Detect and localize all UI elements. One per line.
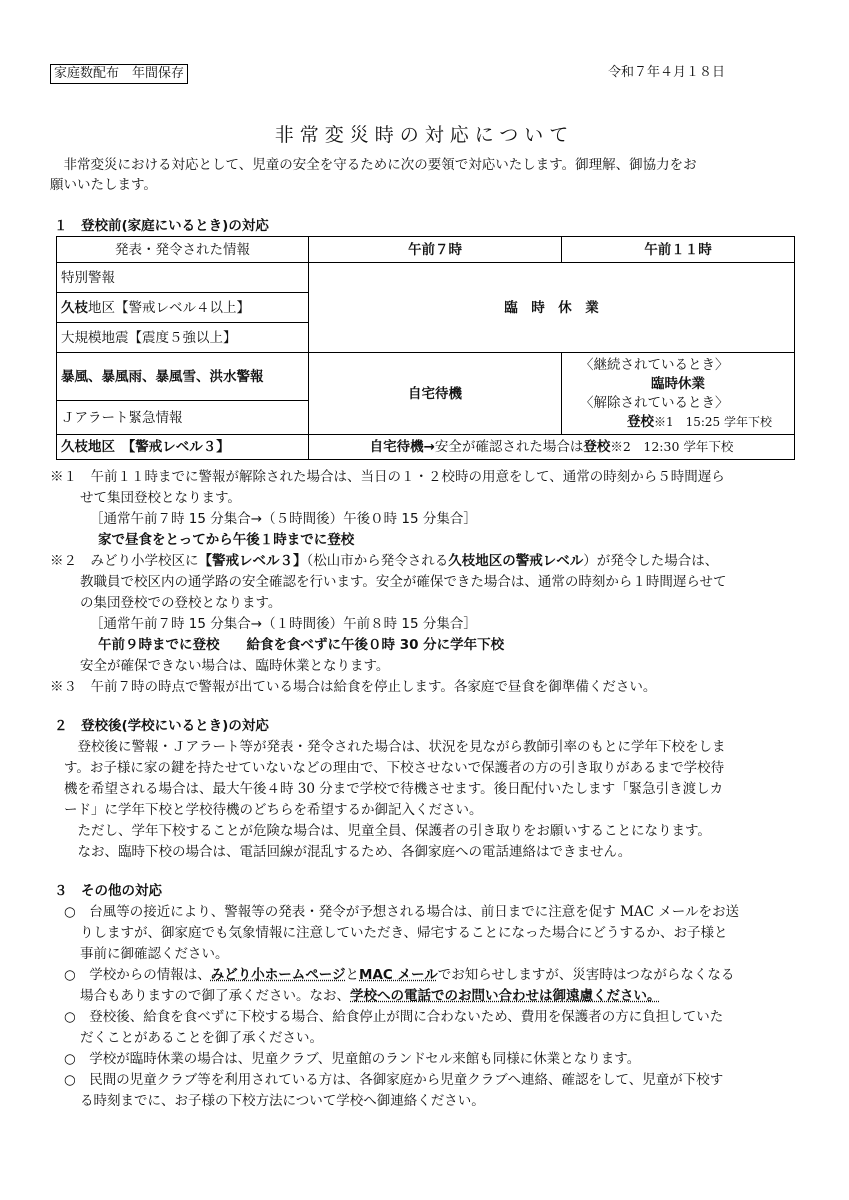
note-2-a: ※２ みどり小学校区に xyxy=(50,553,199,569)
lifted-value xyxy=(566,413,790,432)
level3-dismiss: ※2 12:30 学年下校 xyxy=(610,439,734,454)
level3-home-wait: 自宅待機→ xyxy=(369,439,435,455)
col-header-info: 発表・発令された情報 xyxy=(57,237,309,263)
eleven-am-status-cell xyxy=(562,353,795,435)
hisaeda-level4-text: 地区【警戒レベル４以上】 xyxy=(88,299,250,316)
list-item: ○ 民間の児童クラブ等を利用されている方は、各御家庭から児童クラブへ連絡、確認をして、児童が下校す xyxy=(64,1072,724,1088)
hisaeda-level3-text: 地区 【警戒レベル３】 xyxy=(88,439,230,455)
row-hisaeda-level3 xyxy=(57,435,309,460)
continued-value: 臨時休業 xyxy=(651,375,705,392)
list-item-cont: りしますが、御家庭でも気象情報に注意していただき、帰宅することになった場合にどうするか、お子様と xyxy=(80,925,728,941)
note-2-line xyxy=(50,551,718,571)
note-2-c: （松山市から発令される xyxy=(306,553,449,569)
distribution-label: 家庭数配布 年間保存 xyxy=(50,64,188,84)
note-2-schedule: ［通常午前７時 15 分集合→（１時間後）午前８時 15 分集合］ xyxy=(90,616,477,632)
document-date: 令和７年４月１８日 xyxy=(608,65,726,80)
homepage-text: みどり小ホームページ xyxy=(210,967,346,983)
list-item: ○ 台風等の接近により、警報等の発表・発令が予想される場合は、前日までに注意を促す MAC メールをお送 xyxy=(64,904,739,920)
list-item-cont: る時刻までに、お子様の下校方法について学校へ御連絡ください。 xyxy=(80,1093,485,1109)
list-item-cont xyxy=(80,986,661,1006)
response-table xyxy=(56,236,795,460)
note-2-district: 久枝地区の警戒レベル xyxy=(448,553,584,569)
hisaeda-bold: 久枝 xyxy=(61,439,88,455)
info-line2a: 場合もありますので御了承ください。なお、 xyxy=(80,988,350,1004)
mac-mail-text: MAC メール xyxy=(359,967,438,983)
no-phone-inquiry: 学校への電話でのお問い合わせは御遠慮ください。 xyxy=(350,988,661,1004)
page-title: 非常変災時の対応について xyxy=(274,124,575,146)
section2-line: ただし、学年下校することが危険な場合は、児童全員、保護者の引き取りをお願いすることになります。 xyxy=(64,823,711,839)
continued-label: 〈継続されているとき〉 xyxy=(580,356,729,373)
note-2-e: ）が発令した場合は、 xyxy=(583,553,719,569)
section2-heading: ２ 登校後(学校にいるとき)の対応 xyxy=(54,718,269,734)
col-header-11am: 午前１１時 xyxy=(562,237,795,263)
note-2-line: 安全が確保できない場合は、臨時休業となります。 xyxy=(80,658,390,674)
section2-line: ード」に学年下校と学校待機のどちらを希望するか御記入ください。 xyxy=(64,802,483,818)
intro-line: 願いいたします。 xyxy=(50,177,157,193)
home-wait-cell: 自宅待機 xyxy=(309,353,562,435)
list-item-cont: だくことがあることを御了承ください。 xyxy=(80,1030,323,1046)
list-item-cont: 事前に御確認ください。 xyxy=(80,946,229,962)
info-prefix: ○ 学校からの情報は、 xyxy=(64,967,211,983)
section2-line: 登校後に警報・Ｊアラート等が発表・発令された場合は、状況を見ながら教師引率のもとに学年下校をしま xyxy=(64,739,726,755)
col-header-7am: 午前７時 xyxy=(309,237,562,263)
lifted-dismiss: ※1 15:25 学年下校 xyxy=(653,414,772,429)
note-1-line: ※１ 午前１１時までに警報が解除された場合は、当日の１・２校時の用意をして、通常の時刻から５時間遅ら xyxy=(50,469,725,485)
note-2-line: 教職員で校区内の通学路の安全確認を行います。安全が確保できた場合は、通常の時刻から１時間遅らせて xyxy=(80,574,727,590)
table-header-row xyxy=(57,237,795,263)
level3-condition: 安全が確認された場合は xyxy=(434,439,584,455)
note-2-arrival: 午前９時までに登校 給食を食べずに午後０時 30 分に学年下校 xyxy=(98,637,505,653)
list-item: ○ 学校が臨時休業の場合は、児童クラブ、児童館のランドセル来館も同様に休業となります。 xyxy=(64,1051,641,1067)
lifted-attend: 登校 xyxy=(626,413,654,430)
note-1-lunch: 家で昼食をとってから午後１時までに登校 xyxy=(98,532,355,548)
row-hisaeda-level4 xyxy=(57,293,309,323)
intro-line: 非常変災における対応として、児童の安全を守るために次の要領で対応いたします。御理解、御協力をお xyxy=(50,157,697,173)
section3-heading: ３ その他の対応 xyxy=(54,883,162,899)
list-item: ○ 登校後、給食を食べずに下校する場合、給食停止が間に合わないため、費用を保護者の方に負担していた xyxy=(64,1009,724,1025)
section2-line: 機を希望される場合は、最大午後４時 30 分まで学校で待機させます。後日配付いたします「緊急引き渡しカ xyxy=(64,781,724,797)
note-2-level: 【警戒レベル３】 xyxy=(198,553,307,569)
note-1-line: せて集団登校となります。 xyxy=(80,490,241,506)
closure-text: 臨 時 休 業 xyxy=(504,299,599,316)
table-row xyxy=(57,435,795,460)
row-special-warning: 特別警報 xyxy=(57,263,309,293)
table-row xyxy=(57,263,795,293)
level3-attend: 登校 xyxy=(583,439,611,455)
and-text: と xyxy=(345,967,360,983)
row-earthquake: 大規模地震【震度５強以上】 xyxy=(57,323,309,353)
list-item xyxy=(64,965,734,985)
lifted-label: 〈解除されているとき〉 xyxy=(580,394,729,411)
note-3: ※３ 午前７時の時点で警報が出ている場合は給食を停止します。各家庭で昼食を御準備ください。 xyxy=(50,679,657,695)
row-storm-warnings: 暴風、暴風雨、暴風雪、洪水警報 xyxy=(57,353,309,401)
info-suffix: でお知らせしますが、災害時はつながらなくなる xyxy=(437,967,735,983)
row-j-alert: Ｊアラート緊急情報 xyxy=(57,401,309,435)
section1-heading: １ 登校前(家庭にいるとき)の対応 xyxy=(54,218,269,234)
level3-response-cell xyxy=(309,435,795,460)
intro-paragraph xyxy=(50,155,802,195)
section2-line: す。お子様に家の鍵を持たせていないなどの理由で、下校させないで保護者の方の引き取りがあるまで学校待 xyxy=(64,760,725,776)
closure-cell xyxy=(309,263,795,353)
table-row xyxy=(57,353,795,401)
hisaeda-bold: 久枝 xyxy=(61,299,88,316)
note-1-schedule: ［通常午前７時 15 分集合→（５時間後）午後０時 15 分集合］ xyxy=(90,511,477,527)
note-2-line: の集団登校での登校となります。 xyxy=(80,595,282,611)
section2-line: なお、臨時下校の場合は、電話回線が混乱するため、各御家庭への電話連絡はできません。 xyxy=(64,844,632,860)
